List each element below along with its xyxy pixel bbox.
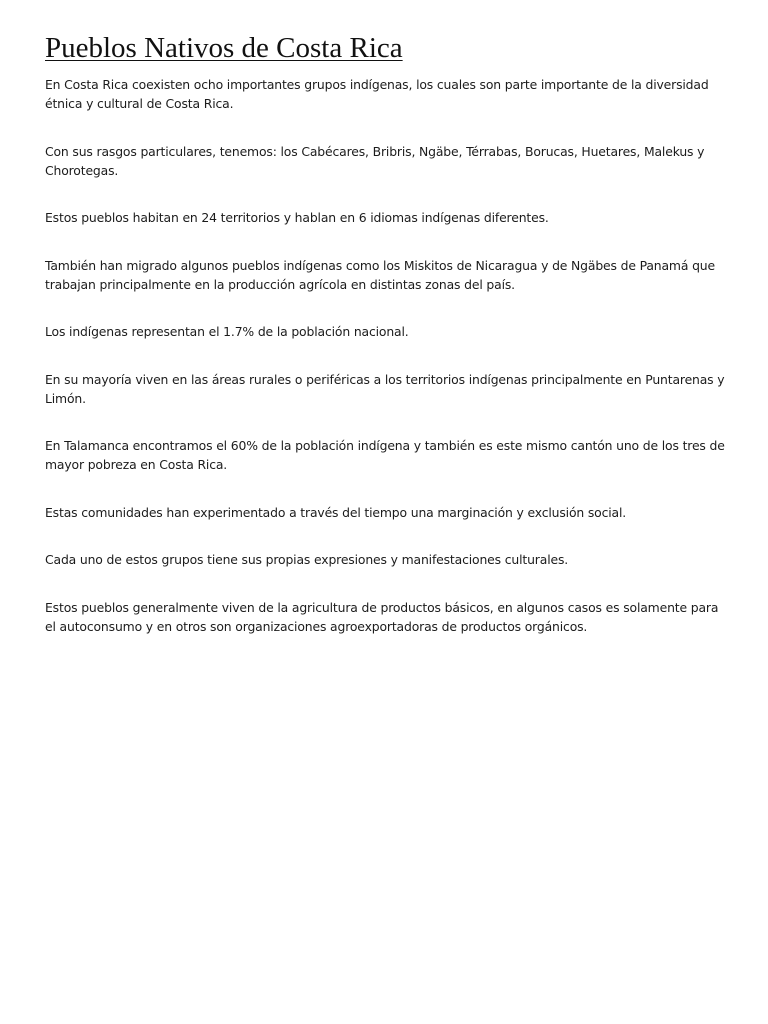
paragraph-territorios-idiomas: Estos pueblos habitan en 24 territorios y hablan en 6 idiomas indígenas diferentes.: [45, 210, 549, 225]
paragraph-grupos-indigenas: En Costa Rica coexisten ocho importantes grupos indígenas, los cuales son parte importante de la diversidad étnica y cultural de Costa Rica.: [45, 77, 709, 111]
paragraph-expresiones-culturales: Cada uno de estos grupos tiene sus propias expresiones y manifestaciones culturales.: [45, 552, 569, 567]
paragraph-porcentaje-poblacion: Los indígenas representan el 1.7% de la población nacional.: [45, 324, 409, 339]
paragraph-marginacion: Estas comunidades han experimentado a través del tiempo una marginación y exclusión social.: [45, 504, 627, 520]
paragraph-talamanca: En Talamanca encontramos el 60% de la población indígena y también es este mismo cantón uno de los tres de mayor pobreza en Costa Rica.: [45, 438, 725, 472]
paragraph-migracion: También han migrado algunos pueblos indígenas como los Miskitos de Nicaragua y de Ngäbes de Panamá que trabajan principalmente en la producción agrícola en distintas zonas del país.: [45, 257, 715, 292]
paragraph-rasgos-particulares: Con sus rasgos particulares, tenemos: los Cabécares, Bribris, Ngäbe, Térrabas, Borucas, Huetares, Malekus y Chorotegas.: [45, 143, 705, 178]
document-title: Pueblos Nativos de Costa Rica: [45, 32, 403, 64]
paragraph-areas-rurales: En su mayoría viven en las áreas rurales o periféricas a los territorios indígenas principalmente en Puntarenas y Limón.: [45, 371, 725, 406]
paragraph-agricultura: Estos pueblos generalmente viven de la agricultura de productos básicos, en algunos casos es solamente para el autoconsumo y en otros son organizaciones agroexportadoras de productos orgánicos.: [45, 599, 719, 634]
